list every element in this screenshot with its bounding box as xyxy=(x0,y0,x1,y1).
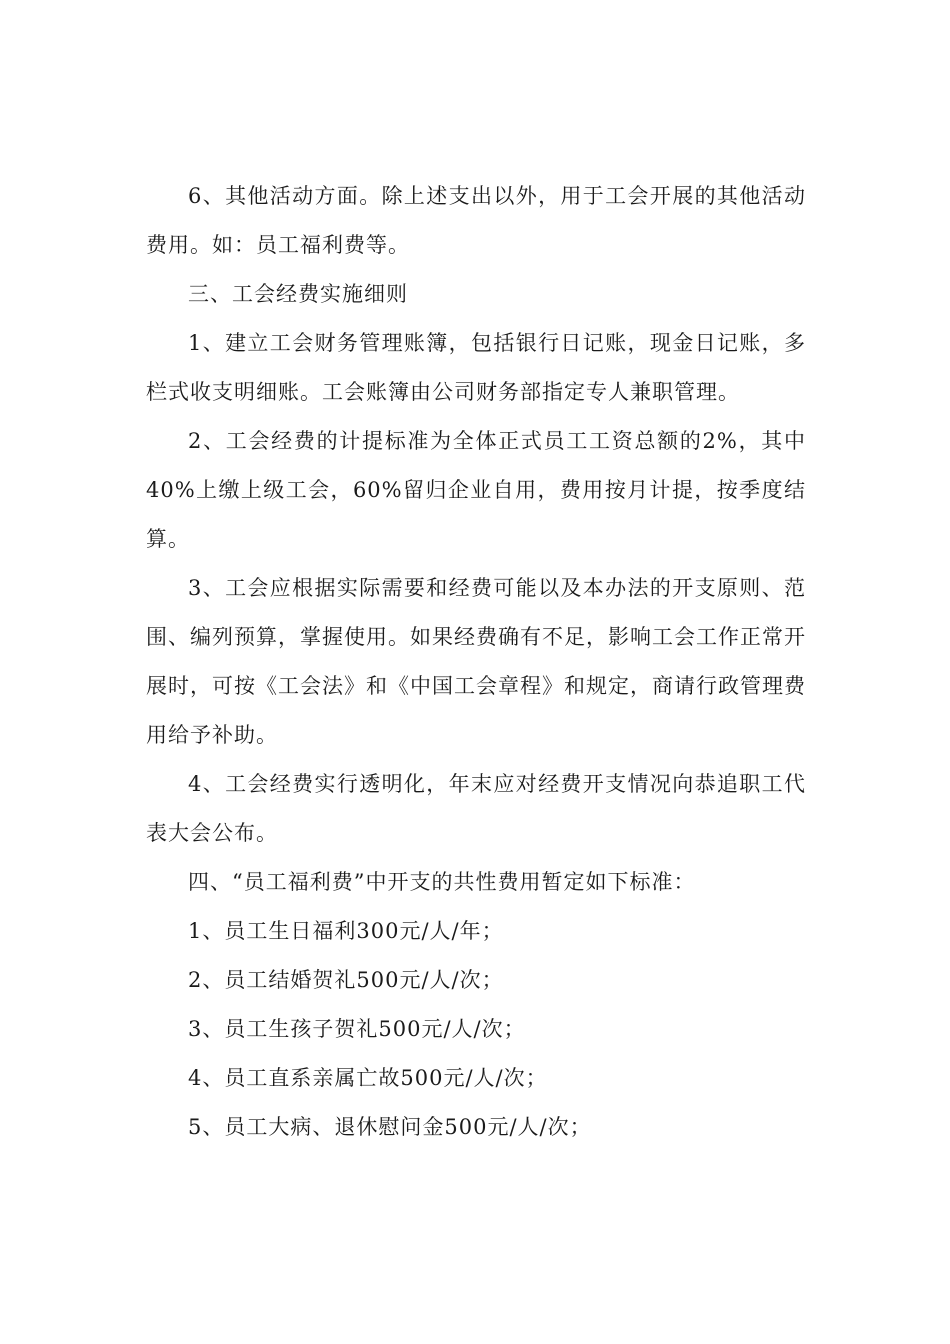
paragraph-other-activities: 6、其他活动方面。除上述支出以外，用于工会开展的其他活动费用。如：员工福利费等。 xyxy=(146,184,806,257)
section-heading-welfare-standards: 四、“员工福利费”中开支的共性费用暂定如下标准： xyxy=(188,870,696,894)
list-item-childbirth: 3、员工生孩子贺礼500元/人/次； xyxy=(188,1017,526,1041)
document-body xyxy=(146,172,806,1152)
paragraph-rule-1: 1、建立工会财务管理账簿，包括银行日记账，现金日记账，多栏式收支明细账。工会账簿由公司财务部指定专人兼职管理。 xyxy=(146,331,806,404)
paragraph-rule-3: 3、工会应根据实际需要和经费可能以及本办法的开支原则、范围、编列预算，掌握使用。如果经费确有不足，影响工会工作正常开展时，可按《工会法》和《中国工会章程》和规定，商请行政管理费用给予补助。 xyxy=(146,576,806,747)
paragraph-rule-2: 2、工会经费的计提标准为全体正式员工工资总额的2%，其中40%上缴上级工会，60%留归企业自用，费用按月计提，按季度结算。 xyxy=(146,429,806,551)
paragraph-rule-4: 4、工会经费实行透明化，年末应对经费开支情况向恭追职工代表大会公布。 xyxy=(146,772,806,845)
list-item-birthday: 1、员工生日福利300元/人/年； xyxy=(188,919,504,943)
list-item-bereavement: 4、员工直系亲属亡故500元/人/次； xyxy=(188,1066,548,1090)
section-heading-implementation-rules: 三、工会经费实施细则 xyxy=(188,282,408,306)
list-item-illness-retirement: 5、员工大病、退休慰问金500元/人/次； xyxy=(188,1115,592,1139)
list-item-wedding: 2、员工结婚贺礼500元/人/次； xyxy=(188,968,504,992)
